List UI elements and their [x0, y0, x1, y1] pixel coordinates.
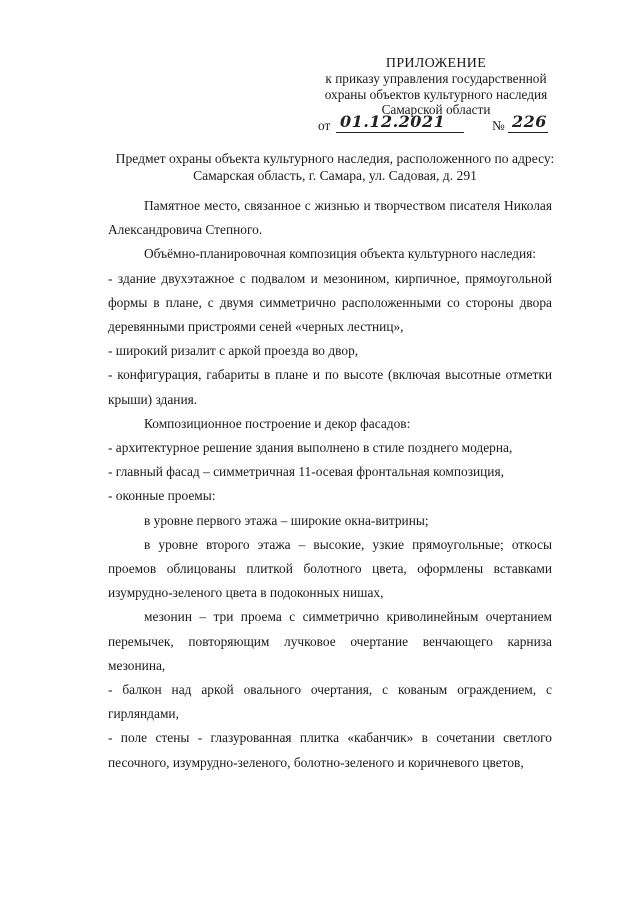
- appendix-header: [316, 56, 556, 118]
- handwritten-date: 01.12.2021: [340, 112, 446, 131]
- paragraph: - поле стены - глазурованная плитка «кабанчик» в сочетании светлого песочного, изумрудно-зеленого, болотно-зеленого и коричневого цветов,: [108, 730, 552, 770]
- subject-heading: [110, 150, 560, 184]
- date-underline: [336, 132, 464, 133]
- paragraph: Композиционное построение и декор фасадов:: [144, 415, 411, 431]
- paragraph: - балкон над аркой овального очертания, с кованым ограждением, с гирляндами,: [108, 682, 552, 722]
- order-reference: [318, 112, 548, 136]
- subject-line-2: Самарская область, г. Самара, ул. Садовая, д. 291: [193, 168, 477, 183]
- paragraph: - оконные проемы:: [108, 488, 216, 504]
- paragraph: - конфигурация, габариты в плане и по высоте (включая высотные отметки крыши) здания.: [108, 367, 552, 407]
- paragraph: - широкий ризалит с аркой проезда во двор,: [108, 343, 359, 359]
- paragraph: мезонин – три проема с симметрично криволинейным очертанием перемычек, повторяющим лучковое очертание венчающего карниза мезонина,: [108, 609, 552, 673]
- paragraph: Памятное место, связанное с жизнью и творчеством писателя Николая Александровича Степного.: [108, 198, 552, 238]
- paragraph: в уровне первого этажа – широкие окна-витрины;: [144, 512, 429, 528]
- paragraph: - главный фасад – симметричная 11-осевая фронтальная композиция,: [108, 464, 504, 480]
- from-label: от: [318, 118, 331, 133]
- paragraph: Объёмно-планировочная композиция объекта культурного наследия:: [144, 246, 537, 262]
- document-body: [108, 194, 552, 775]
- subject-line-1: Предмет охраны объекта культурного наследия, расположенного по адресу:: [115, 151, 555, 166]
- header-line-3: Самарской области: [381, 102, 491, 118]
- header-line-1: к приказу управления государственной: [325, 71, 547, 87]
- paragraph: - архитектурное решение здания выполнено в стиле позднего модерна,: [108, 440, 513, 456]
- handwritten-number: 226: [512, 112, 547, 131]
- number-label: №: [492, 118, 505, 133]
- appendix-title: ПРИЛОЖЕНИЕ: [385, 56, 487, 71]
- header-line-2: охраны объектов культурного наследия: [324, 86, 548, 102]
- paragraph: - здание двухэтажное с подвалом и мезонином, кирпичное, прямоугольной формы в плане, с двумя симметрично расположенными со стороны двора деревянными пристроями сеней «черных лестниц»,: [108, 270, 552, 335]
- paragraph: в уровне второго этажа – высокие, узкие прямоугольные; откосы проемов облицованы плиткой болотного цвета, оформлены вставками изумрудно-зеленого цвета в подоконных нишах,: [108, 536, 552, 601]
- number-underline: [508, 132, 548, 133]
